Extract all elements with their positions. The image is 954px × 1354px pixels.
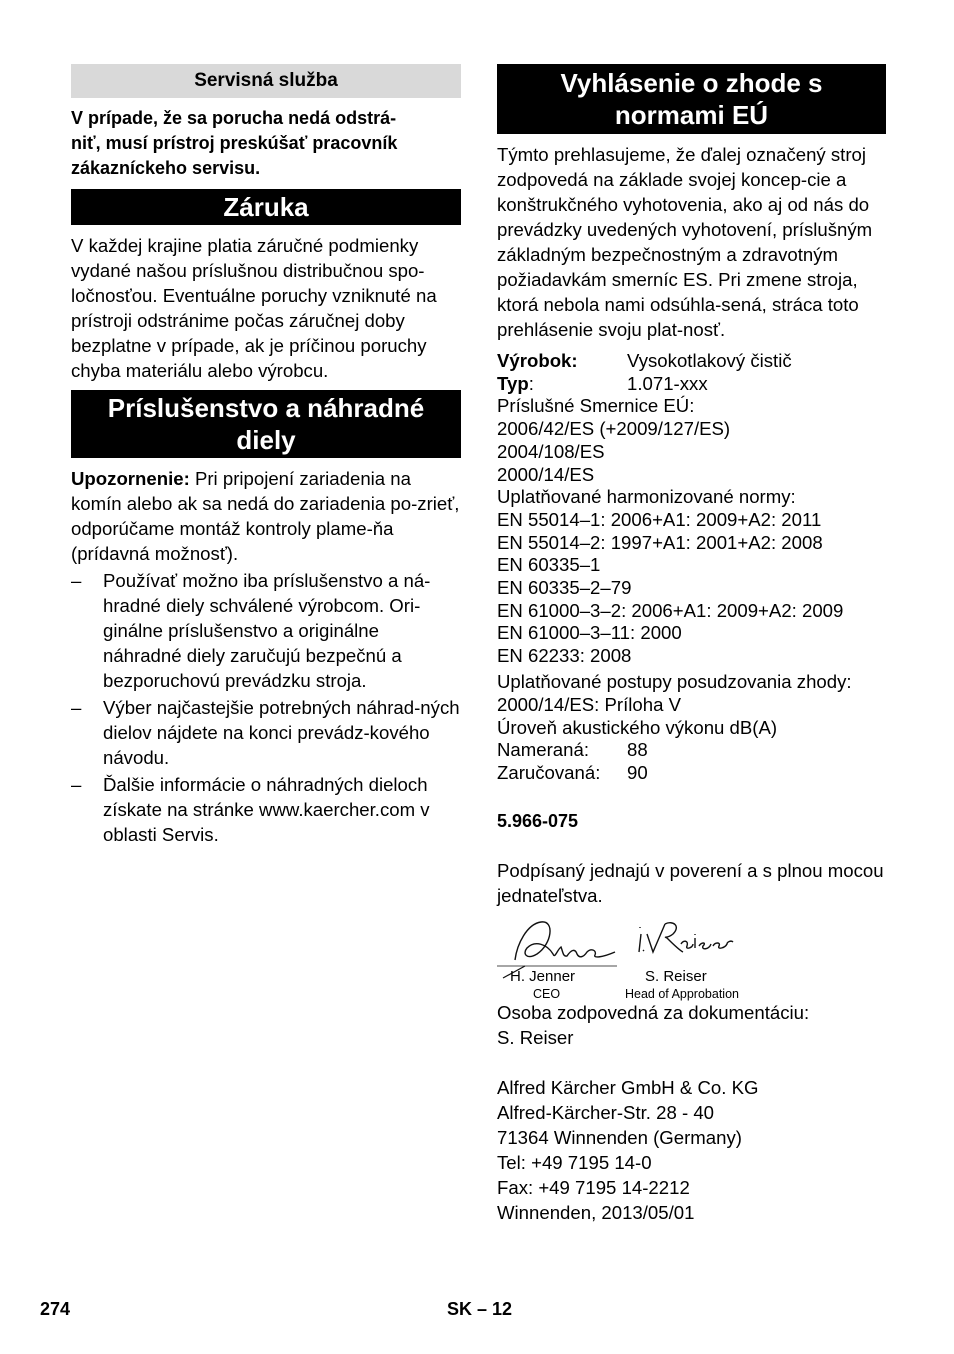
note-text: Pri pripojení zariadenia na komín alebo ak sa nedá do zariadenia po-zrieť, odporúčame montáž kontroly plame-ňa (prídavná možnosť). [71, 468, 460, 564]
service-heading: Servisná služba [71, 64, 461, 98]
service-text [71, 106, 461, 181]
guaranteed-label: Zaručovaná: [497, 761, 601, 783]
measured-row [497, 739, 886, 762]
product-label: Výrobok: [497, 350, 578, 371]
declaration-details [497, 350, 886, 785]
declaration-heading: Vyhlásenie o zhode s normami EÚ [497, 64, 886, 134]
type-row [497, 373, 886, 396]
directive-item: 2006/42/ES (+2009/127/ES) [497, 418, 731, 440]
company-line: Alfred Kärcher GmbH & Co. KG [497, 1076, 759, 1098]
procedures-value: 2000/14/ES: Príloha V [497, 693, 681, 715]
company-line: Fax: +49 7195 14-2212 [497, 1176, 690, 1198]
type-colon: : [528, 372, 534, 394]
norm-item: EN 61000–3–2: 2006+A1: 2009+A2: 2009 [497, 599, 844, 621]
left-column [71, 64, 461, 849]
norm-item: EN 60335–1 [497, 554, 601, 576]
signatory-1-role: CEO [533, 986, 561, 1001]
right-column [497, 64, 886, 1225]
note-paragraph [71, 466, 461, 566]
measured-value: 88 [627, 739, 648, 761]
responsible-label: Osoba zodpovedná za dokumentáciu: [497, 1001, 810, 1023]
measured-label: Nameraná: [497, 739, 589, 761]
product-value: Vysokotlakový čistič [627, 350, 792, 371]
page-number: 274 [40, 1299, 71, 1319]
directive-item: 2004/108/ES [497, 440, 605, 462]
directive-item: 2000/14/ES [497, 463, 595, 485]
norm-item: EN 62233: 2008 [497, 645, 632, 667]
declaration-intro: Týmto prehlasujeme, že ďalej označený stroj zodpovedá na základe svojej koncep-cie a konštrukčného vyhotovenia, ako aj od nás do prevádzky uvedených vyhotovení, príslušným základným bezpečnostným a zdravotným požiadavkám smerníc ES. Pri zmene stroja, ktorá nebola nami odsúhla-sená, stráca toto prehlásenie svoju plat-nosť. [497, 144, 873, 340]
responsible-name: S. Reiser [497, 1026, 574, 1048]
list-item [71, 695, 461, 770]
signatory-1-name: H. Jenner [510, 967, 576, 985]
section-label: SK – 12 [447, 1299, 513, 1319]
list-item [71, 772, 461, 847]
sound-label: Úroveň akustického výkonu dB(A) [497, 716, 778, 738]
company-line: Tel: +49 7195 14-0 [497, 1151, 652, 1173]
product-row [497, 350, 886, 373]
type-label: Typ [497, 372, 529, 394]
dash-bullet: – [71, 774, 82, 795]
norms-label: Uplatňované harmonizované normy: [497, 486, 796, 508]
document-number: 5.966-075 [497, 810, 579, 831]
company-line: Alfred-Kärcher-Str. 28 - 40 [497, 1101, 715, 1123]
note-label: Upozornenie: [71, 468, 190, 489]
norm-item: EN 55014–2: 1997+A1: 2001+A2: 2008 [497, 531, 823, 553]
accessories-list [71, 568, 461, 847]
service-text-content: V prípade, že sa porucha nedá odstrá- niť, musí prístroj preskúšať pracovník zákazníckeho servisu. [71, 108, 398, 178]
list-item-text: Výber najčastejšie potrebných náhrad-ných dielov nájdete na konci prevádz-kového návodu. [103, 697, 460, 768]
signatory-2-role: Head of Approbation [625, 986, 739, 1001]
signatory-2-name: S. Reiser [645, 967, 707, 985]
list-item-text: Ďalšie informácie o náhradných dieloch získate na stránke www.kaercher.com v oblasti Servis. [103, 774, 430, 845]
company-line: Winnenden, 2013/05/01 [497, 1201, 695, 1223]
dash-bullet: – [71, 570, 82, 591]
norm-item: EN 60335–2–79 [497, 577, 632, 599]
list-item [71, 568, 461, 693]
norm-item: EN 61000–3–11: 2000 [497, 622, 682, 644]
company-line: 71364 Winnenden (Germany) [497, 1126, 742, 1148]
company-address [497, 1075, 886, 1225]
signed-text: Podpísaný jednajú v poverení a s plnou mocou jednateľstva. [497, 859, 884, 906]
directives-label: Príslušné Smernice EÚ: [497, 395, 695, 417]
norm-item: EN 55014–1: 2006+A1: 2009+A2: 2011 [497, 508, 822, 530]
procedures-label: Uplatňované postupy posudzovania zhody: [497, 670, 852, 692]
warranty-heading: Záruka [71, 189, 461, 225]
accessories-heading: Príslušenstvo a náhradné diely [71, 390, 461, 458]
guaranteed-value: 90 [627, 761, 648, 783]
type-value: 1.071-xxx [627, 372, 708, 394]
dash-bullet: – [71, 697, 82, 718]
warranty-text: V každej krajine platia záručné podmienky vydané našou príslušnou distribučnou spo-ločnosťou. Eventuálne poruchy vzniknuté na prístroji odstránime počas záručnej doby bezplatne v prípade, ak je príčinou poruchy chyba materiálu alebo výrobcu. [71, 235, 437, 381]
guaranteed-row [497, 762, 886, 785]
list-item-text: Používať možno iba príslušenstvo a ná-hradné diely schválené výrobcom. Ori-ginálne príslušenstvo a originálne náhradné diely zaručujú bezpečnú a bezporuchovú prevádzku stroja. [103, 570, 431, 691]
signature-block [497, 914, 886, 1001]
